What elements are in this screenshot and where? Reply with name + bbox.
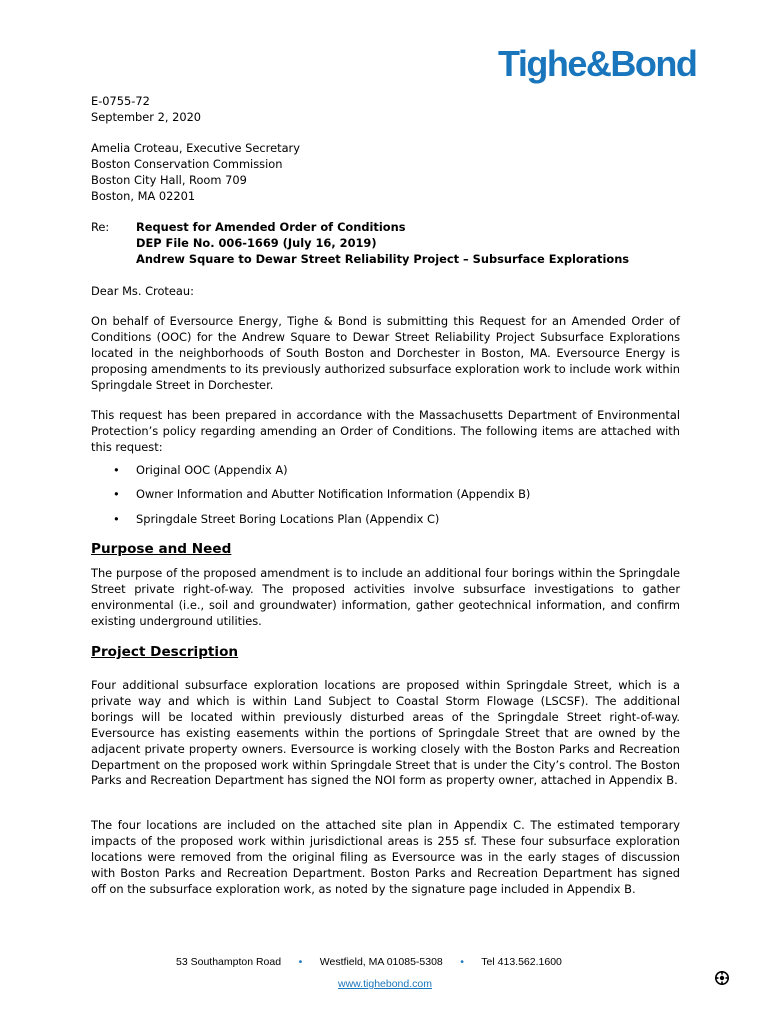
purpose-section <box>91 540 680 558</box>
subject-line: Andrew Square to Dewar Street Reliability Project – Subsurface Explorations <box>136 251 630 266</box>
bullet-separator: • <box>298 956 303 968</box>
website-link[interactable]: www.tighebond.com <box>338 978 432 990</box>
company-logo: Tighe&Bond <box>498 43 697 84</box>
section-heading: Purpose and Need <box>91 541 232 557</box>
project-section <box>91 643 680 661</box>
list-item: • Springdale Street Boring Locations Plan (Appendix C) <box>91 512 680 528</box>
list-item: • Owner Information and Abutter Notification Information (Appendix B) <box>91 487 680 503</box>
footer-city: Westfield, MA 01085-5308 <box>319 956 443 968</box>
subject-label: Re: <box>91 220 110 234</box>
attachments-intro-paragraph: This request has been prepared in accordance with the Massachusetts Department of Environmental Protection’s policy regarding amending an Order of Conditions. The following items are attached with this request: <box>91 408 680 454</box>
footer-phone: Tel 413.562.1600 <box>481 956 562 968</box>
recipient-line: Boston Conservation Commission <box>91 156 283 171</box>
gear-icon[interactable] <box>714 970 730 986</box>
footer-address-line <box>176 956 562 968</box>
file-number: E-0755-72 <box>91 94 150 108</box>
subject-line: DEP File No. 006-1669 (July 16, 2019) <box>136 235 377 250</box>
project-paragraph: The four locations are included on the attached site plan in Appendix C. The estimated temporary impacts of the proposed work within jurisdictional areas is 255 sf. These four subsurface exploration locations were removed from the original filing as Eversource was in the early stages of discussion with Boston Parks and Recreation Department. Boston Parks and Recreation Department has signed off on the subsurface exploration work, as noted by the signature page included in Appendix B. <box>91 818 680 896</box>
project-paragraph: Four additional subsurface exploration locations are proposed within Springdale Street, which is a private way and which is within Land Subject to Coastal Storm Flowage (LSCSF). The additional borings will be located within previously disturbed areas of the Springdale Street right-of-way. Eversource has existing easements within the portions of Springdale Street that are owned by the adjacent private property owners. Eversource is working closely with the Boston Parks and Recreation Department on the proposed work within Springdale Street that is under the City’s control. The Boston Parks and Recreation Department has signed the NOI form as property owner, attached in Appendix B. <box>91 678 680 788</box>
attachments-list <box>91 463 680 536</box>
list-item: • Original OOC (Appendix A) <box>91 463 680 479</box>
recipient-line: Amelia Croteau, Executive Secretary <box>91 141 300 155</box>
recipient-address <box>91 141 680 205</box>
intro-paragraph: On behalf of Eversource Energy, Tighe & Bond is submitting this Request for an Amended Order of Conditions (OOC) for the Andrew Square to Dewar Street Reliability Project Subsurface Explorations located in the neighborhoods of South Boston and Dorchester in Boston, MA. Eversource Energy is proposing amendments to its previously authorized subsurface exploration work to include work within Springdale Street in Dorchester. <box>91 314 680 392</box>
letter-date: September 2, 2020 <box>91 109 202 124</box>
salutation: Dear Ms. Croteau: <box>91 284 194 298</box>
letter-header <box>91 94 680 126</box>
subject-line: Request for Amended Order of Conditions <box>136 220 406 234</box>
footer-address: 53 Southampton Road <box>176 956 282 968</box>
purpose-paragraph: The purpose of the proposed amendment is to include an additional four borings within the Springdale Street private right-of-way. The proposed activities involve subsurface investigations to gather environmental (i.e., soil and groundwater) information, gather geotechnical information, and confirm existing underground utilities. <box>91 566 680 628</box>
footer-website-row <box>0 978 770 990</box>
bullet-separator: • <box>460 956 464 968</box>
subject-block <box>91 220 680 268</box>
recipient-line: Boston City Hall, Room 709 <box>91 172 247 187</box>
recipient-line: Boston, MA 02201 <box>91 188 196 203</box>
section-heading: Project Description <box>91 644 239 660</box>
